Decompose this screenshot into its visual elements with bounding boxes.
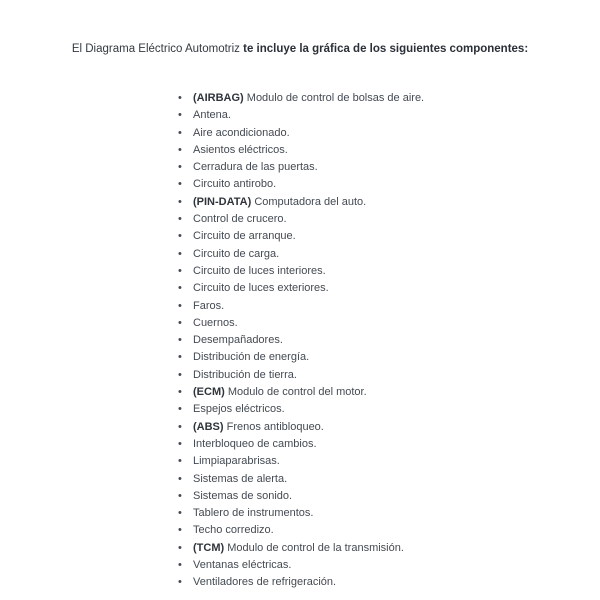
- list-item: [176, 401, 424, 418]
- component-code: (TCM): [193, 541, 225, 554]
- component-name: Espejos eléctricos.: [193, 403, 285, 416]
- bullet-icon: •: [178, 92, 182, 104]
- bullet-icon: •: [178, 472, 182, 485]
- component-name: Modulo de control del motor.: [227, 386, 367, 399]
- component-name: Circuito de arranque.: [193, 230, 296, 243]
- component-code: (AIRBAG): [193, 92, 244, 104]
- list-item: [176, 349, 424, 366]
- bullet-icon: •: [178, 247, 182, 260]
- bullet-icon: •: [178, 213, 182, 226]
- list-item: [176, 280, 424, 297]
- list-item: [176, 211, 424, 228]
- component-name: Circuito de luces exteriores.: [193, 282, 329, 295]
- component-name: Modulo de control de bolsas de aire.: [246, 92, 425, 104]
- list-item: [176, 574, 424, 591]
- bullet-icon: •: [178, 282, 182, 295]
- list-item: [176, 367, 424, 384]
- bullet-icon: •: [178, 455, 182, 468]
- list-item: [176, 384, 424, 401]
- list-item: [176, 125, 424, 142]
- component-code: (ECM): [193, 386, 225, 399]
- bullet-icon: •: [178, 559, 182, 572]
- bullet-icon: •: [178, 576, 182, 589]
- components-list: [176, 90, 424, 592]
- component-name: Tablero de instrumentos.: [193, 507, 314, 520]
- component-name: Interbloqueo de cambios.: [193, 437, 317, 450]
- list-item: [176, 540, 424, 557]
- list-item: [176, 522, 424, 539]
- component-name: Desempañadores.: [193, 334, 283, 347]
- list-item: [176, 471, 424, 488]
- bullet-icon: •: [178, 420, 182, 433]
- bullet-icon: •: [178, 489, 182, 502]
- bullet-icon: •: [178, 316, 182, 329]
- component-name: Distribución de energía.: [193, 351, 310, 364]
- component-name: Sistemas de sonido.: [193, 489, 293, 502]
- bullet-icon: •: [178, 524, 182, 537]
- list-item: [176, 419, 424, 436]
- list-item: [176, 176, 424, 193]
- component-name: Ventiladores de refrigeración.: [193, 576, 337, 589]
- bullet-icon: •: [178, 299, 182, 312]
- list-item: [176, 453, 424, 470]
- bullet-icon: •: [178, 178, 182, 191]
- intro-paragraph: [0, 41, 600, 58]
- component-name: Circuito de luces interiores.: [193, 264, 326, 277]
- component-name: Computadora del auto.: [254, 195, 367, 208]
- bullet-icon: •: [178, 161, 182, 174]
- bullet-icon: •: [178, 264, 182, 277]
- component-name: Ventanas eléctricas.: [193, 559, 292, 572]
- list-item: [176, 298, 424, 315]
- list-item: [176, 159, 424, 176]
- bullet-icon: •: [178, 195, 182, 208]
- component-name: Faros.: [193, 299, 225, 312]
- component-name: Distribución de tierra.: [193, 368, 297, 381]
- list-item: [176, 263, 424, 280]
- bullet-icon: •: [178, 368, 182, 381]
- bullet-icon: •: [178, 126, 182, 139]
- bullet-icon: •: [178, 230, 182, 243]
- list-item: [176, 194, 424, 211]
- bullet-icon: •: [178, 109, 182, 122]
- list-item: [176, 107, 424, 124]
- component-name: Circuito de carga.: [193, 247, 280, 260]
- component-code: (PIN-DATA): [193, 195, 252, 208]
- component-name: Cerradura de las puertas.: [193, 161, 318, 174]
- bullet-icon: •: [178, 143, 182, 156]
- bullet-icon: •: [178, 386, 182, 399]
- list-item: [176, 228, 424, 245]
- list-item: [176, 315, 424, 332]
- list-item: [176, 505, 424, 522]
- list-item: [176, 488, 424, 505]
- component-name: Frenos antibloqueo.: [226, 420, 324, 433]
- list-item: [176, 332, 424, 349]
- component-name: Techo corredizo.: [193, 524, 274, 537]
- component-name: Limpiaparabrisas.: [193, 455, 280, 468]
- component-name: Circuito antirobo.: [193, 178, 277, 191]
- intro-text-bold: te incluye la gráfica de los siguientes componentes:: [243, 43, 529, 55]
- bullet-icon: •: [178, 334, 182, 347]
- list-item: [176, 436, 424, 453]
- bullet-icon: •: [178, 507, 182, 520]
- intro-text: El Diagrama Eléctrico Automotriz: [71, 43, 244, 55]
- component-code: (ABS): [193, 420, 224, 433]
- list-item: [176, 90, 424, 107]
- component-name: Cuernos.: [193, 316, 238, 329]
- component-name: Asientos eléctricos.: [193, 143, 288, 156]
- component-name: Aire acondicionado.: [193, 126, 290, 139]
- component-name: Modulo de control de la transmisión.: [227, 541, 404, 554]
- list-item: [176, 557, 424, 574]
- bullet-icon: •: [178, 437, 182, 450]
- list-item: [176, 246, 424, 263]
- bullet-icon: •: [178, 351, 182, 364]
- component-name: Sistemas de alerta.: [193, 472, 288, 485]
- component-name: Antena.: [193, 109, 231, 122]
- bullet-icon: •: [178, 541, 182, 554]
- list-item: [176, 142, 424, 159]
- component-name: Control de crucero.: [193, 213, 287, 226]
- bullet-icon: •: [178, 403, 182, 416]
